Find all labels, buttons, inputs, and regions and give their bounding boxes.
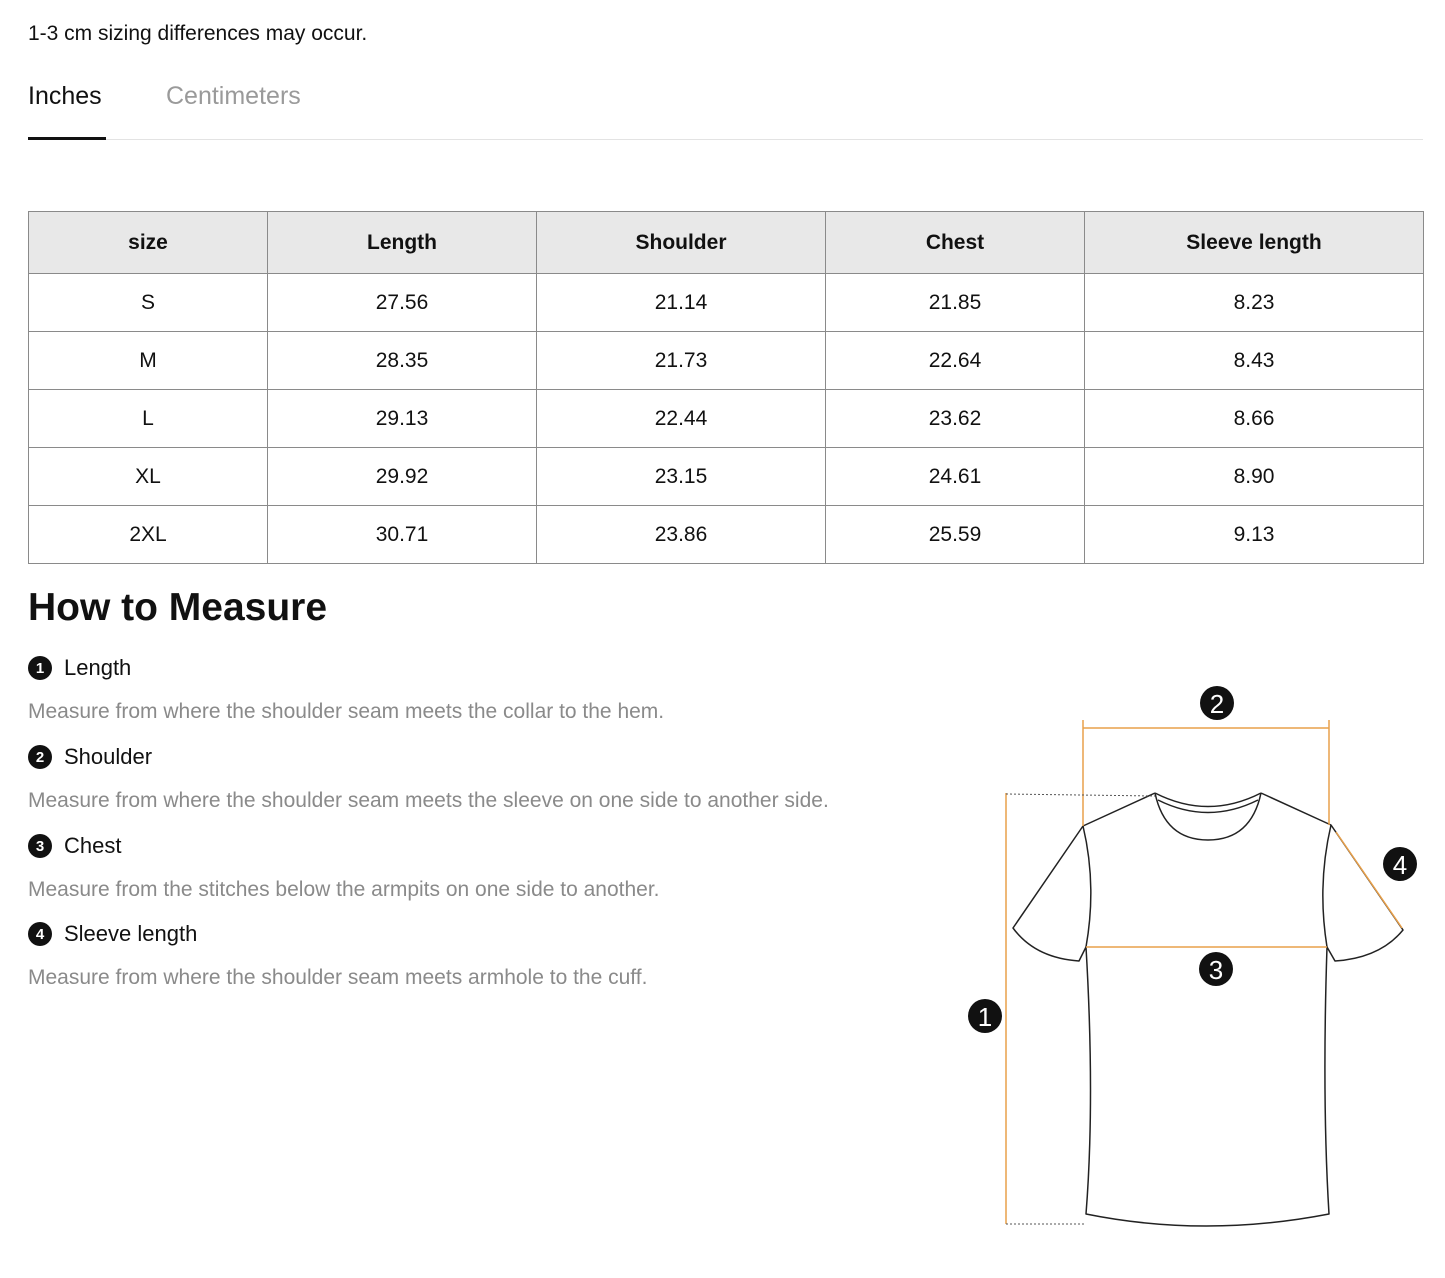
tshirt-outline [1013,793,1403,1226]
table-cell: 29.13 [268,390,537,448]
table-cell: 25.59 [826,506,1085,564]
active-tab-indicator [28,137,106,140]
measure-description: Measure from the stitches below the armpits on one side to another. [28,878,660,901]
table-cell: XL [29,448,268,506]
marker-label: 4 [1392,850,1408,880]
tab-inches[interactable]: Inches [28,82,102,110]
measure-item-chest [28,833,660,901]
tab-centimeters[interactable]: Centimeters [166,82,301,110]
measure-item-shoulder [28,744,829,812]
measure-label: Length [64,655,132,680]
column-header-length: Length [268,212,537,274]
number-2-marker [1200,686,1234,720]
table-cell: 9.13 [1085,506,1424,564]
table-cell: S [29,274,268,332]
measure-item-length [28,655,665,723]
number-2-badge: 2 [28,745,52,769]
table-cell: M [29,332,268,390]
number-1-marker [968,999,1002,1033]
measure-item-sleeve-length [28,921,648,989]
table-cell: 23.15 [537,448,826,506]
sizing-note: 1-3 cm sizing differences may occur. [28,22,368,45]
table-cell: 24.61 [826,448,1085,506]
table-cell: 21.85 [826,274,1085,332]
measure-description: Measure from where the shoulder seam meets armhole to the cuff. [28,966,648,989]
guide-lines [1006,794,1155,1224]
table-row [29,332,1424,390]
table-cell: 22.64 [826,332,1085,390]
table-cell: 23.62 [826,390,1085,448]
measure-description: Measure from where the shoulder seam meets the sleeve on one side to another side. [28,789,829,812]
number-4-marker [1383,847,1417,881]
table-cell: 8.43 [1085,332,1424,390]
unit-tabs [28,70,1423,140]
number-3-badge: 3 [28,834,52,858]
table-row [29,274,1424,332]
number-3-marker [1199,952,1233,986]
number-1-badge: 1 [28,656,52,680]
number-4-badge: 4 [28,922,52,946]
table-header-row [29,212,1424,274]
table-cell: 22.44 [537,390,826,448]
column-header-sleeve-length: Sleeve length [1085,212,1424,274]
measure-label: Sleeve length [64,921,198,946]
table-cell: 2XL [29,506,268,564]
table-cell: 8.66 [1085,390,1424,448]
tshirt-measurement-diagram [960,676,1420,1246]
table-row [29,448,1424,506]
table-cell: 21.14 [537,274,826,332]
size-chart-table [28,211,1424,564]
marker-label: 3 [1208,955,1224,985]
marker-label: 2 [1209,689,1225,719]
table-cell: 8.23 [1085,274,1424,332]
table-cell: L [29,390,268,448]
table-cell: 27.56 [268,274,537,332]
table-cell: 28.35 [268,332,537,390]
table-cell: 30.71 [268,506,537,564]
table-cell: 8.90 [1085,448,1424,506]
column-header-chest: Chest [826,212,1085,274]
table-row [29,506,1424,564]
table-cell: 21.73 [537,332,826,390]
table-cell: 23.86 [537,506,826,564]
how-to-measure-title: How to Measure [28,586,328,629]
marker-label: 1 [977,1002,993,1032]
measure-label: Shoulder [64,744,153,769]
column-header-shoulder: Shoulder [537,212,826,274]
table-row [29,390,1424,448]
column-header-size: size [29,212,268,274]
measure-description: Measure from where the shoulder seam meets the collar to the hem. [28,700,665,723]
measure-label: Chest [64,833,122,858]
table-cell: 29.92 [268,448,537,506]
